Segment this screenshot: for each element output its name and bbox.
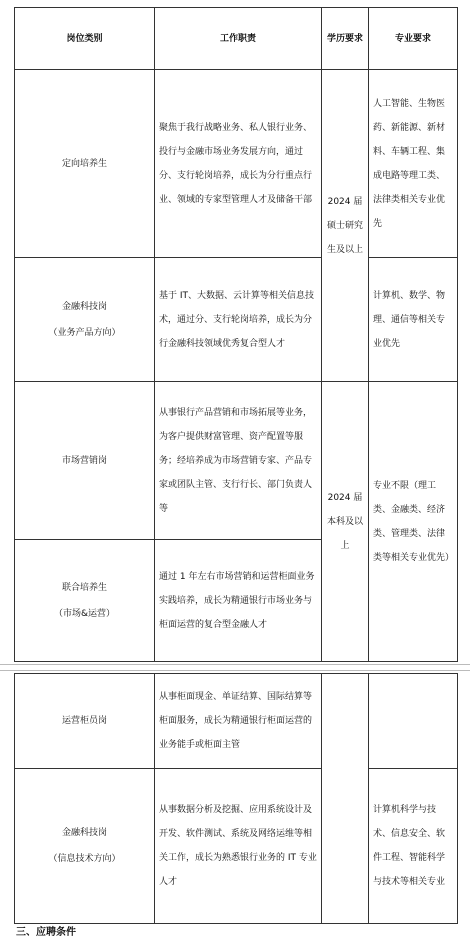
education-cell — [322, 674, 369, 924]
row-category: 联合培养生 （市场&运营） — [15, 540, 155, 662]
table-row — [15, 674, 458, 769]
row-duties: 通过 1 年左右市场营销和运营柜面业务实践培养，成长为精通银行市场业务与柜面运营的复合型金融人才 — [155, 540, 322, 662]
major-cell: 人工智能、生物医药、新能源、新材料、车辆工程、集成电路等理工类、法律类相关专业优先 — [369, 70, 458, 258]
header-education: 学历要求 — [322, 8, 369, 70]
major-cell: 专业不限（理工类、金融类、经济类、管理类、法律类等相关专业优先） — [369, 382, 458, 662]
row-category: 金融科技岗 （业务产品方向） — [15, 258, 155, 382]
row-duties: 基于 IT、大数据、云计算等相关信息技术，通过分、支行轮岗培养，成长为分行金融科技领域优秀复合型人才 — [155, 258, 322, 382]
row-category: 定向培养生 — [15, 70, 155, 258]
positions-table-part2 — [14, 673, 458, 924]
row-category: 市场营销岗 — [15, 382, 155, 540]
table-row — [15, 258, 458, 382]
row-duties: 从事柜面现金、单证结算、国际结算等柜面服务，成长为精通银行柜面运营的业务能手或柜面主管 — [155, 674, 322, 769]
row-category: 金融科技岗 （信息技术方向） — [15, 769, 155, 924]
education-cell: 2024 届硕士研究生及以上 — [322, 70, 369, 382]
table-row — [15, 382, 458, 540]
header-duties: 工作职责 — [155, 8, 322, 70]
major-cell — [369, 674, 458, 769]
row-duties: 从事银行产品营销和市场拓展等业务，为客户提供财富管理、资产配置等服务；经培养成为市场营销专家、产品专家或团队主管、支行行长、部门负责人等 — [155, 382, 322, 540]
page-break-line — [0, 664, 470, 665]
header-category: 岗位类别 — [15, 8, 155, 70]
page-break-line — [0, 670, 470, 671]
header-major: 专业要求 — [369, 8, 458, 70]
table-row — [15, 70, 458, 258]
education-cell: 2024 届本科及以上 — [322, 382, 369, 662]
positions-table-part1 — [14, 7, 458, 662]
table-header-row — [15, 8, 458, 70]
major-cell: 计算机、数学、物理、通信等相关专业优先 — [369, 258, 458, 382]
row-duties: 从事数据分析及挖掘、应用系统设计及开发、软件测试、系统及网络运维等相关工作，成长为熟悉银行业务的 IT 专业人才 — [155, 769, 322, 924]
section-heading: 三、应聘条件 — [16, 927, 76, 938]
row-duties: 聚焦于我行战略业务、私人银行业务、投行与金融市场业务发展方向，通过分、支行轮岗培养，成长为分行重点行业、领域的专家型管理人才及储备干部 — [155, 70, 322, 258]
major-cell: 计算机科学与技术、信息安全、软件工程、智能科学与技术等相关专业 — [369, 769, 458, 924]
table-row — [15, 769, 458, 924]
row-category: 运营柜员岗 — [15, 674, 155, 769]
